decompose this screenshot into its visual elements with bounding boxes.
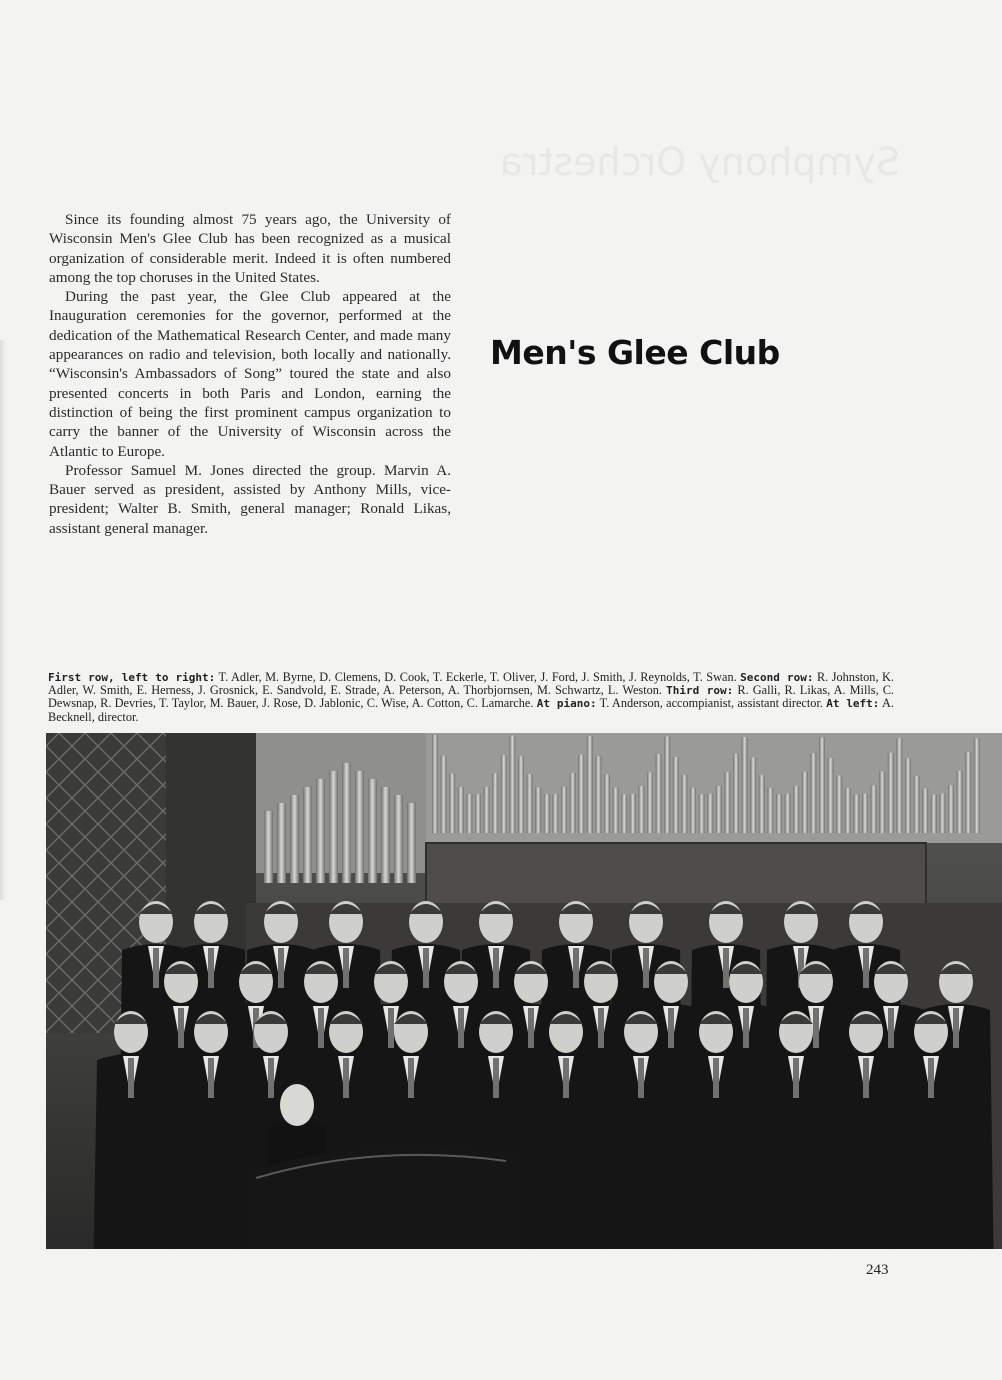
caption-label: At piano: [536,697,597,711]
caption-label: Third row: [666,684,734,698]
paragraph: Professor Samuel M. Jones directed the group. Marvin A. Bauer served as president, assisted by Anthony Mills, vice-president; Walter B. Smith, general manager; Ronald Likas, assistant general manager. [49,461,451,537]
bleed-through-title: Symphony Orchestra [499,140,900,184]
page-edge-shadow [0,340,6,900]
article-body [49,210,451,538]
caption-names: T. Adler, M. Byrne, D. Clemens, D. Cook, T. Eckerle, T. Oliver, J. Ford, J. Smith, J. Reynolds, T. Swan. [218,670,737,684]
caption-names: T. Anderson, accompianist, assistant director. [599,696,823,711]
photo-caption [48,671,894,724]
paragraph: Since its founding almost 75 years ago, the University of Wisconsin Men's Glee Club has been recognized as a musical organization of considerable merit. Indeed it is often numbered among the top choruses in the United States. [49,211,451,286]
caption-label: Second row: [740,671,814,684]
paragraph: During the past year, the Glee Club appeared at the Inauguration ceremonies for the governor, performed at the dedication of the Mathematical Research Center, and made many appearances on radio and television, both locally and nationally. “Wisconsin's Ambassadors of Song” toured the state and also presented concerts in both Paris and London, earning the distinction of being the first prominent campus organization to carry the banner of the University of Wisconsin across the Atlantic to Europe. [49,288,451,460]
caption-names: A. Becknell, director. [48,696,895,724]
caption-names: R. Galli, R. Likas, A. Mills, C. Dewsnap, R. Devries, T. Taylor, M. Bauer, J. Rose, D. Jablonic, C. Wise, A. Cotton, C. Lamarche. [48,683,895,711]
caption-label: At left: [826,697,880,711]
page-title: Men's Glee Club [490,333,780,372]
caption-label: First row, left to right: [48,671,216,684]
grand-piano [246,1146,516,1249]
caption-names: R. Johnston, K. Adler, W. Smith, E. Herness, J. Grosnick, E. Sandvold, E. Strade, A. Peterson, A. Thorbjornsen, M. Schwartz, L. Weston. [48,670,894,698]
choir-members [93,901,994,1249]
page-number: 243 [866,1262,889,1278]
group-photo [46,733,1002,1249]
